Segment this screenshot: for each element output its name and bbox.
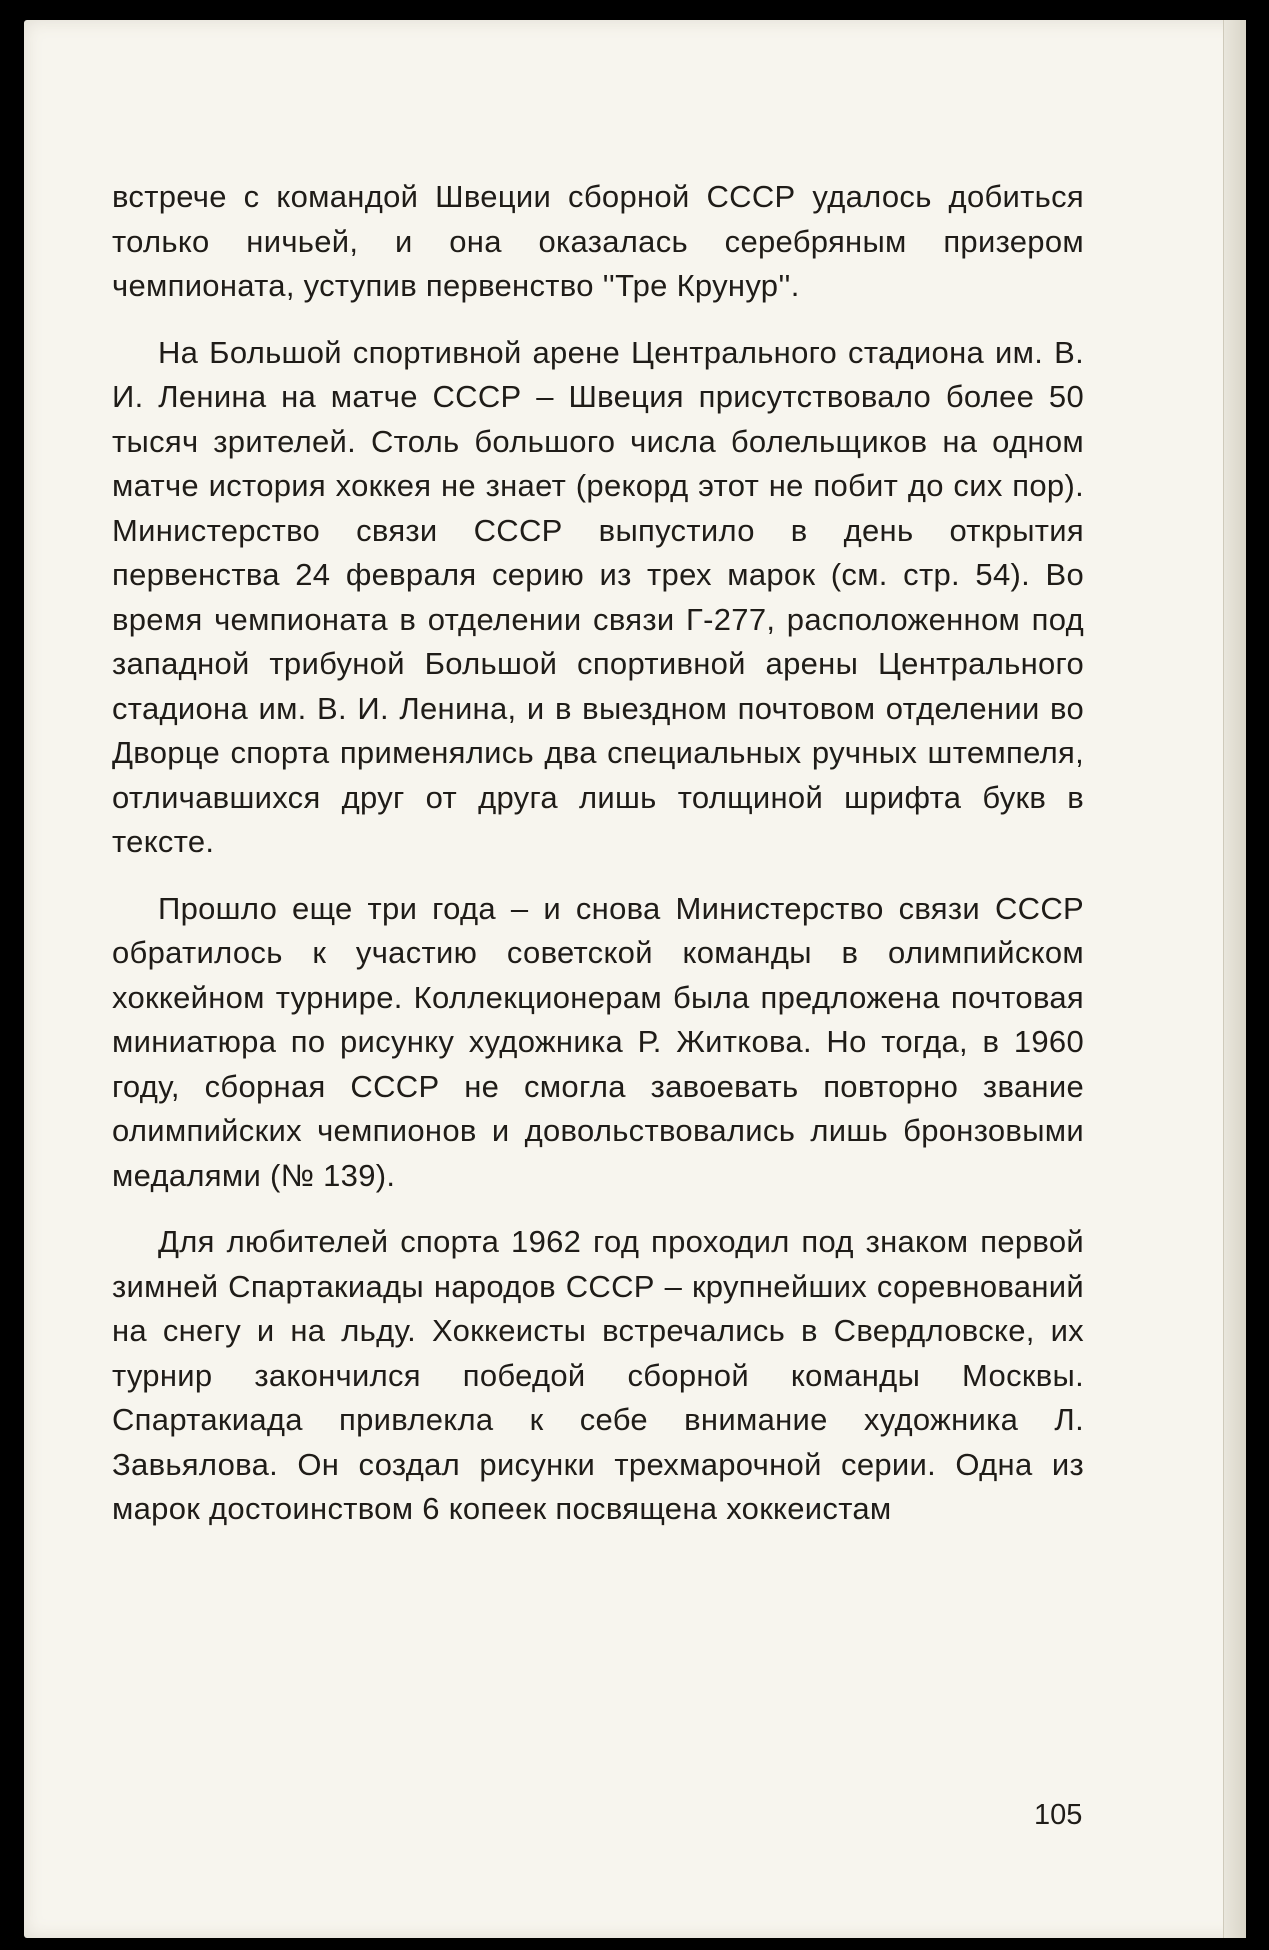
paragraph-continuation: встрече с командой Швеции сборной СССР удалось добиться только ничьей, и она оказалась серебряным призером чемпионата, уступив первенство ''Тре Крунур''. — [112, 179, 1084, 303]
paragraph-arena-match: На Большой спортивной арене Центрального стадиона им. В. И. Ленина на матче СССР – Швеция присутствовало более 50 тысяч зрителей. Столь большого числа болельщиков на одном матче история хоккея не знает (рекорд этот не побит до сих пор). Министерство связи СССР выпустило в день открытия первенства 24 февраля серию из трех марок (см. стр. 54). Во время чемпионата в отделении связи Г-277, расположенном под западной трибуной Большой спортивной арены Центрального стадиона им. В. И. Ленина, и в выездном почтовом отделении во Дворце спорта применялись два специальных ручных штемпеля, отличавшихся друг от друга лишь толщиной шрифта букв в тексте. — [112, 334, 1084, 859]
book-page — [24, 20, 1246, 1938]
paragraph-spartakiad: Для любителей спорта 1962 год проходил под знаком первой зимней Спартакиады народов СССР – крупнейших соревнований на снегу и на льду. Хоккеисты встречались в Свердловске, их турнир закончился победой сборной команды Москвы. Спартакиада привлекла к себе внимание художника Л. Завьялова. Он создал рисунки трехмарочной серии. Одна из марок достоинством 6 копеек посвящена хоккеистам — [112, 1224, 1084, 1526]
text-block — [112, 175, 1084, 1554]
paragraph-olympic-tournament: Прошло еще три года – и снова Министерство связи СССР обратилось к участию советской команды в олимпийском хоккейном турнире. Коллекционерам была предложена почтовая миниатюра по рисунку художника Р. Житкова. Но тогда, в 1960 году, сборная СССР не смогла завоевать повторно звание олимпийских чемпионов и довольствовались лишь бронзовыми медалями (№ 139). — [112, 890, 1084, 1193]
page-number: 105 — [1034, 1799, 1083, 1831]
page-edge — [1223, 20, 1246, 1938]
